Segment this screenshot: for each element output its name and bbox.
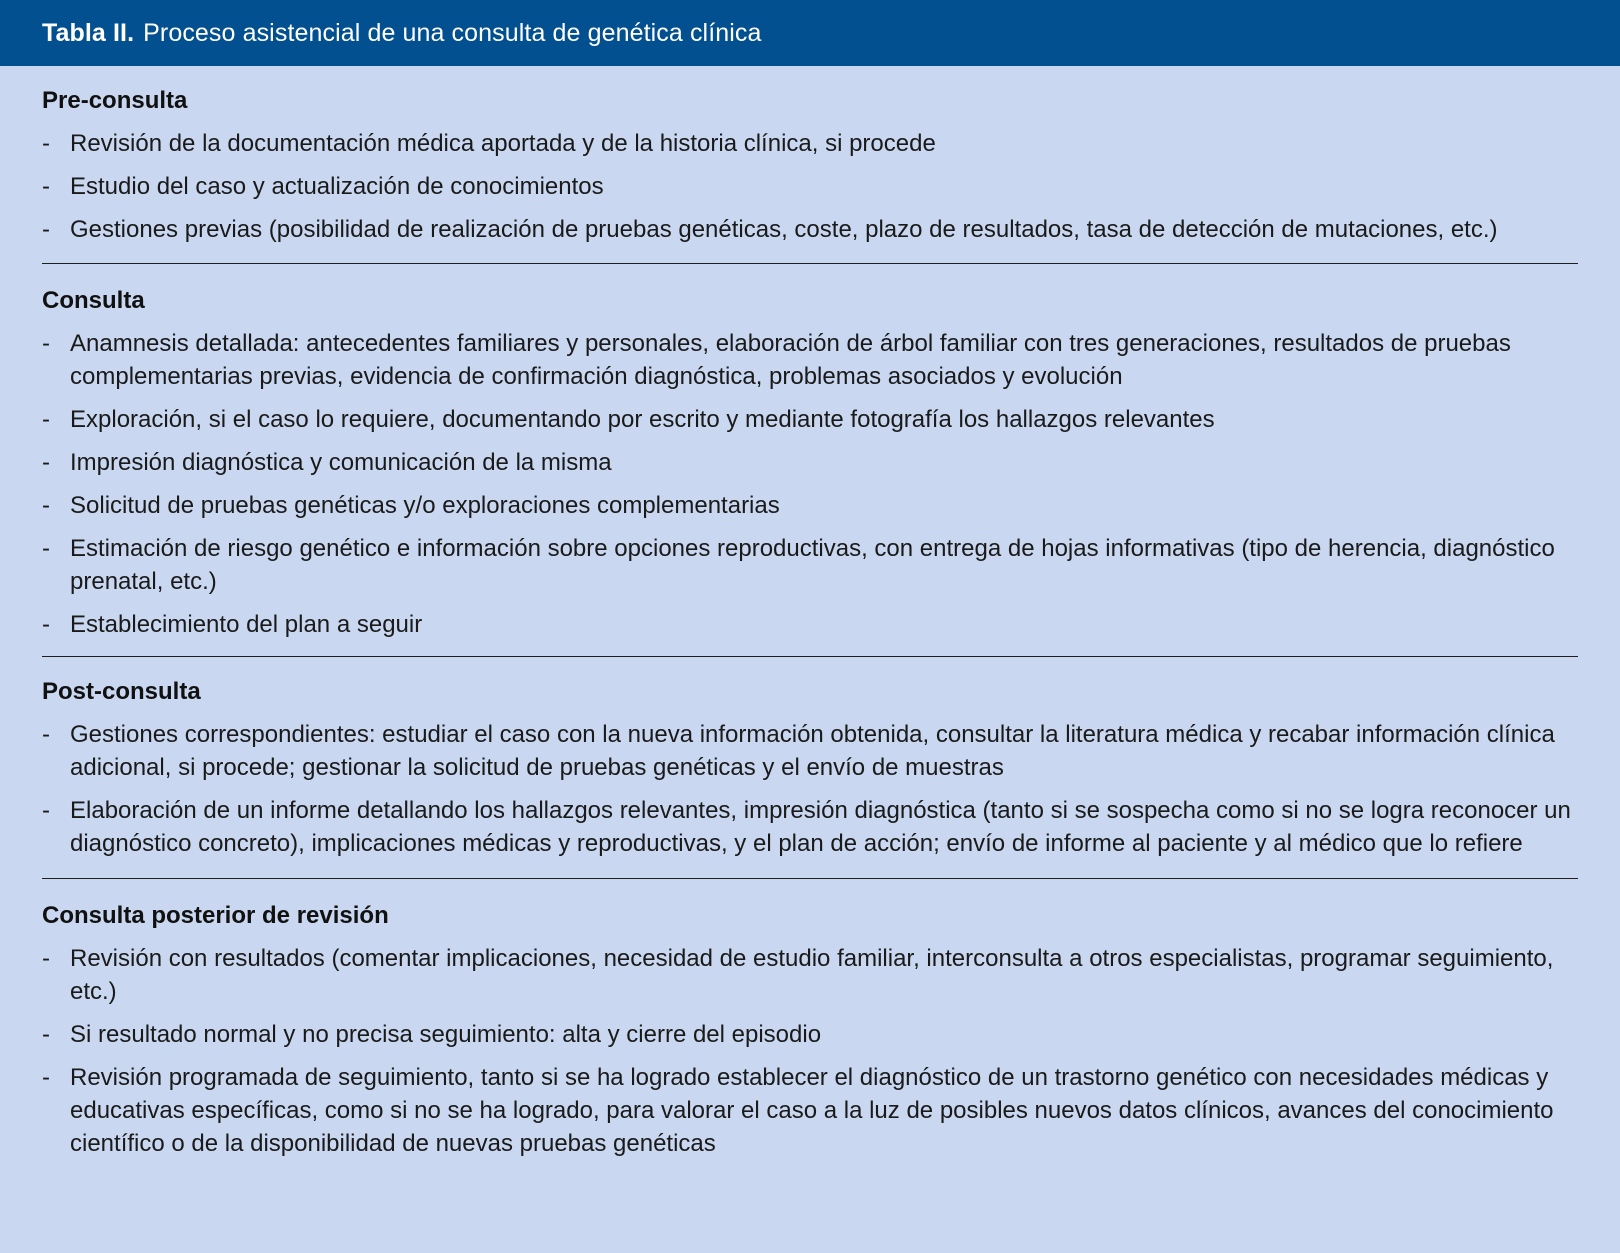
list-item bbox=[42, 794, 1578, 860]
bullet-dash: - bbox=[42, 130, 50, 157]
list-item bbox=[42, 532, 1578, 598]
list-item bbox=[42, 403, 1578, 436]
bullet-dash: - bbox=[42, 406, 50, 433]
bullet-dash: - bbox=[42, 449, 50, 476]
section-consulta bbox=[42, 263, 1578, 656]
section-title: Pre-consulta bbox=[42, 87, 188, 114]
list-item bbox=[42, 718, 1578, 784]
bullet-dash: - bbox=[42, 1064, 50, 1091]
list-item-text: Elaboración de un informe detallando los hallazgos relevantes, impresión diagnóstica (tanto si se sospecha como si no se logra reconocer un diagnóstico concreto), implicaciones médicas y reproductivas, y el plan de acción; envío de informe al paciente y al médico que lo refiere bbox=[70, 797, 1571, 857]
list-item-text: Revisión de la documentación médica aportada y de la historia clínica, si procede bbox=[70, 130, 936, 157]
section-post-consulta bbox=[42, 656, 1578, 878]
list-item bbox=[42, 608, 1578, 641]
list-item-text: Gestiones previas (posibilidad de realización de pruebas genéticas, coste, plazo de resultados, tasa de detección de mutaciones, etc.) bbox=[70, 216, 1498, 243]
list-item-text: Estudio del caso y actualización de conocimientos bbox=[70, 173, 604, 200]
list-item-text: Revisión con resultados (comentar implicaciones, necesidad de estudio familiar, interconsulta a otros especialistas, programar seguimiento, etc.) bbox=[70, 945, 1554, 1005]
list-item bbox=[42, 213, 1578, 246]
list-item-text: Impresión diagnóstica y comunicación de la misma bbox=[70, 449, 612, 476]
list-item-text: Solicitud de pruebas genéticas y/o exploraciones complementarias bbox=[70, 492, 780, 519]
section-title: Consulta posterior de revisión bbox=[42, 902, 389, 929]
list-item bbox=[42, 170, 1578, 203]
bullet-dash: - bbox=[42, 535, 50, 562]
list-item bbox=[42, 489, 1578, 522]
bullet-dash: - bbox=[42, 330, 50, 357]
list-item-text: Revisión programada de seguimiento, tanto si se ha logrado establecer el diagnóstico de un trastorno genético con necesidades médicas y educativas específicas, como si no se ha logrado, para valorar el caso a la luz de posibles nuevos datos clínicos, avances del conocimiento científico o de la disponibilidad de nuevas pruebas genéticas bbox=[70, 1064, 1554, 1157]
section-title: Consulta bbox=[42, 287, 145, 314]
list-item-text: Estimación de riesgo genético e información sobre opciones reproductivas, con entrega de hojas informativas (tipo de herencia, diagnóstico prenatal, etc.) bbox=[70, 535, 1555, 595]
list-item-text: Establecimiento del plan a seguir bbox=[70, 611, 423, 638]
section-title: Post-consulta bbox=[42, 678, 201, 705]
table-label: Tabla II. bbox=[42, 18, 135, 47]
table-body bbox=[0, 66, 1620, 1174]
bullet-dash: - bbox=[42, 216, 50, 243]
list-item-text: Anamnesis detallada: antecedentes familiares y personales, elaboración de árbol familiar con tres generaciones, resultados de pruebas complementarias previas, evidencia de confirmación diagnóstica, problemas asociados y evolución bbox=[70, 330, 1511, 390]
bullet-dash: - bbox=[42, 797, 50, 824]
bullet-dash: - bbox=[42, 721, 50, 748]
list-item bbox=[42, 127, 1578, 160]
bullet-dash: - bbox=[42, 1021, 50, 1048]
list-item bbox=[42, 327, 1578, 393]
bullet-dash: - bbox=[42, 611, 50, 638]
bullet-dash: - bbox=[42, 173, 50, 200]
table-title: Proceso asistencial de una consulta de genética clínica bbox=[143, 18, 762, 47]
table-header bbox=[0, 0, 1620, 66]
bullet-dash: - bbox=[42, 945, 50, 972]
list-item bbox=[42, 942, 1578, 1008]
section-pre-consulta bbox=[42, 66, 1578, 263]
list-item-text: Exploración, si el caso lo requiere, documentando por escrito y mediante fotografía los hallazgos relevantes bbox=[70, 406, 1215, 433]
list-item-text: Si resultado normal y no precisa seguimiento: alta y cierre del episodio bbox=[70, 1021, 822, 1048]
list-item bbox=[42, 1018, 1578, 1051]
section-consulta-posterior-revision bbox=[42, 878, 1578, 1174]
list-item-text: Gestiones correspondientes: estudiar el caso con la nueva información obtenida, consultar la literatura médica y recabar información clínica adicional, si procede; gestionar la solicitud de pruebas genéticas y el envío de muestras bbox=[70, 721, 1555, 781]
list-item bbox=[42, 1061, 1578, 1160]
list-item bbox=[42, 446, 1578, 479]
bullet-dash: - bbox=[42, 492, 50, 519]
